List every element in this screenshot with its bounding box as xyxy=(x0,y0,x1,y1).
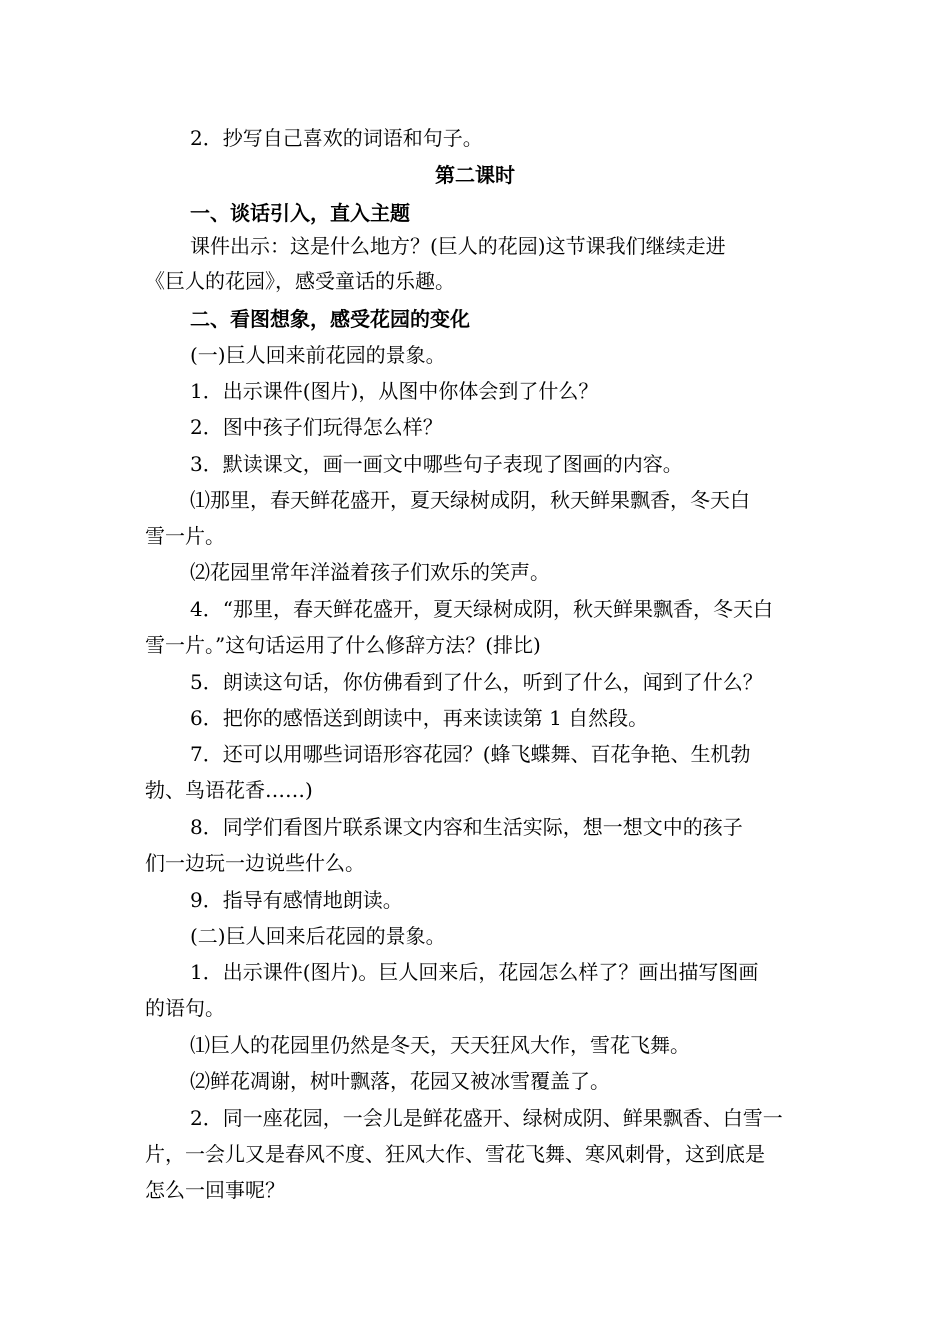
list-item: 2．图中孩子们玩得怎么样？ xyxy=(190,415,443,439)
list-item: 2．同一座花园，一会儿是鲜花盛开、绿树成阴、鲜果飘香、白雪一 xyxy=(190,1106,783,1130)
quote-line: 雪一片。 xyxy=(145,524,225,548)
subsection-title: (一)巨人回来前花园的景象。 xyxy=(190,343,446,367)
section-heading: 二、看图想象，感受花园的变化 xyxy=(190,307,470,331)
list-item: 7．还可以用哪些词语形容花园？(蜂飞蝶舞、百花争艳、生机勃 xyxy=(190,742,751,766)
section-heading: 一、谈话引入，直入主题 xyxy=(190,201,410,225)
list-item: 怎么一回事呢？ xyxy=(145,1178,285,1202)
list-item: 1．出示课件(图片)，从图中你体会到了什么？ xyxy=(190,379,599,403)
list-item: 片，一会儿又是春风不度、狂风大作、雪花飞舞、寒风刺骨，这到底是 xyxy=(145,1142,765,1166)
quote-line: ⑵鲜花凋谢，树叶飘落，花园又被冰雪覆盖了。 xyxy=(190,1069,610,1093)
lesson-title: 第二课时 xyxy=(435,163,515,187)
list-item: 5．朗读这句话，你仿佛看到了什么，听到了什么，闻到了什么？ xyxy=(190,670,763,694)
quote-line: ⑴那里，春天鲜花盛开，夏天绿树成阴，秋天鲜果飘香，冬天白 xyxy=(190,488,750,512)
quote-line: ⑴巨人的花园里仍然是冬天，天天狂风大作，雪花飞舞。 xyxy=(190,1033,690,1057)
list-item: 3．默读课文，画一画文中哪些句子表现了图画的内容。 xyxy=(190,452,683,476)
list-item: 勃、鸟语花香……) xyxy=(145,778,313,802)
homework-item: 2．抄写自己喜欢的词语和句子。 xyxy=(190,126,483,150)
list-item: 们一边玩一边说些什么。 xyxy=(145,851,365,875)
list-item: 6．把你的感悟送到朗读中，再来读读第 1 自然段。 xyxy=(190,706,649,730)
subsection-title: (二)巨人回来后花园的景象。 xyxy=(190,924,446,948)
list-item: 的语句。 xyxy=(145,996,225,1020)
list-item: 9．指导有感情地朗读。 xyxy=(190,888,403,912)
list-item: 雪一片。”这句话运用了什么修辞方法？(排比) xyxy=(145,633,541,657)
paragraph-line: 课件出示：这是什么地方？(巨人的花园)这节课我们继续走进 xyxy=(190,234,726,258)
list-item: 1．出示课件(图片)。巨人回来后，花园怎么样了？画出描写图画 xyxy=(190,960,759,984)
quote-line: ⑵花园里常年洋溢着孩子们欢乐的笑声。 xyxy=(190,560,550,584)
paragraph-line: 《巨人的花园》，感受童话的乐趣。 xyxy=(145,269,455,293)
list-item: 8．同学们看图片联系课文内容和生活实际，想一想文中的孩子 xyxy=(190,815,743,839)
list-item: 4．“那里，春天鲜花盛开，夏天绿树成阴，秋天鲜果飘香，冬天白 xyxy=(190,597,773,621)
